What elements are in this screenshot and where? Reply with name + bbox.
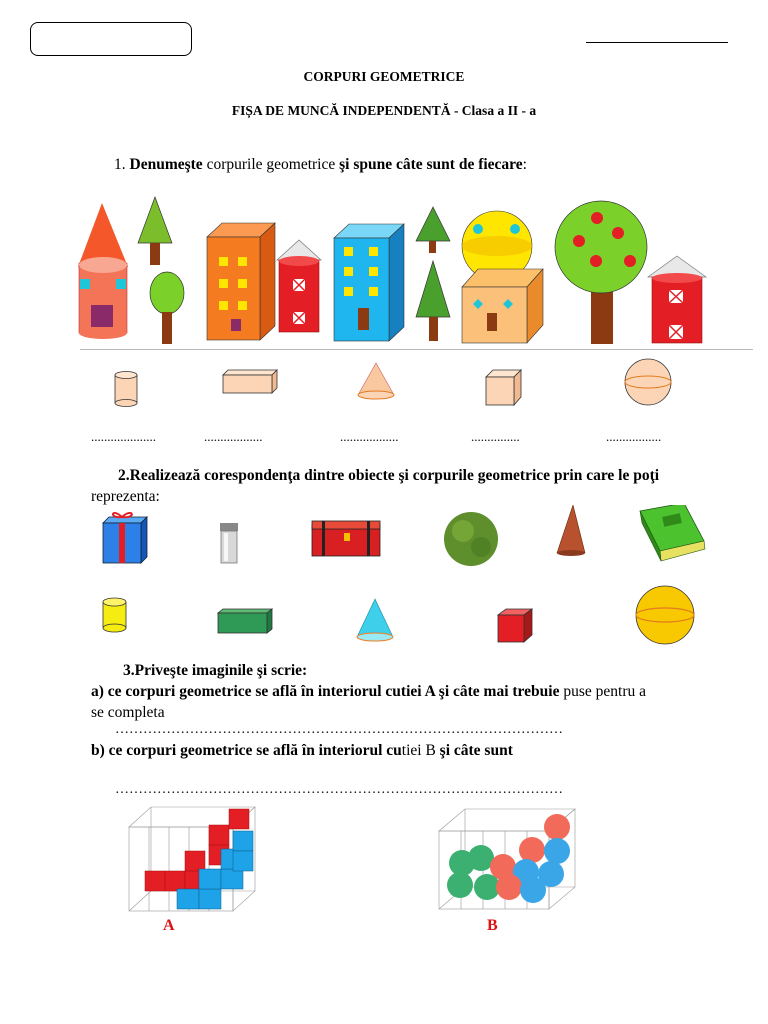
tree-round — [555, 201, 647, 344]
question-2-cont: reprezenta: — [91, 488, 160, 505]
cone-icon — [358, 363, 394, 399]
answer-blank-5[interactable]: ................. — [606, 429, 662, 444]
page-title: CORPURI GEOMETRICE — [303, 69, 465, 84]
party-hat-icon — [557, 505, 585, 556]
tree-stacked — [416, 207, 450, 341]
q2-objects — [95, 505, 725, 575]
blue-cone-icon — [357, 599, 393, 641]
q3b-normal: tiei B — [401, 742, 440, 759]
box-a-label: A — [163, 917, 175, 934]
town-scene — [60, 195, 760, 350]
question-3b — [91, 741, 513, 760]
answer-line-a[interactable]: …………………………………………………………………………………… — [115, 722, 563, 737]
sphere-cube-house — [462, 211, 543, 343]
question-number: 1. — [114, 156, 126, 173]
book-icon — [640, 505, 705, 561]
box-a — [125, 803, 260, 915]
q1-solids — [100, 355, 700, 415]
q2-solids — [95, 585, 705, 645]
tree-triangle — [138, 197, 172, 265]
red-silo-2 — [648, 256, 706, 343]
answer-line-b[interactable]: …………………………………………………………………………………… — [115, 782, 563, 797]
box-b-label: B — [487, 917, 498, 934]
yellow-cylinder-icon — [103, 598, 126, 632]
box-b — [435, 805, 580, 915]
question-3a-cont: se completa — [91, 704, 165, 721]
page-subtitle: FIȘA DE MUNCĂ INDEPENDENTĂ - Clasa a II - a — [231, 103, 537, 118]
name-box[interactable] — [30, 22, 192, 56]
q1-verb: Denumeşte — [129, 156, 203, 173]
cone-house — [78, 203, 128, 339]
answer-blank-4[interactable]: ............... — [471, 429, 520, 444]
ground-line — [80, 349, 753, 350]
q1-text: corpurile geometrice — [202, 156, 340, 173]
question-1 — [114, 155, 527, 174]
q3a-bold: a) ce corpuri geometrice se află în interiorul cutiei A şi câte mai trebuie — [91, 683, 560, 700]
moss-ball-icon — [444, 512, 498, 566]
q1-text-bold: şi spune câte sunt de fiecare — [339, 156, 523, 173]
tree-oval — [150, 272, 184, 344]
answer-blank-2[interactable]: .................. — [204, 429, 263, 444]
cube-icon — [486, 370, 521, 405]
chest-icon — [312, 521, 380, 556]
gift-box-icon — [103, 513, 147, 563]
q3b-bold: b) ce corpuri geometrice se află în interiorul cu — [91, 742, 402, 759]
question-3: 3.Priveşte imaginile şi scrie: — [123, 662, 308, 679]
q3a-normal: puse pentru a — [559, 683, 646, 700]
balls — [447, 814, 570, 903]
sphere-icon — [625, 359, 671, 405]
cuboid-icon — [223, 370, 277, 393]
yellow-sphere-icon — [636, 586, 694, 644]
green-cuboid-icon — [218, 609, 272, 633]
q3b-bold2: şi câte sunt — [439, 742, 513, 759]
orange-building — [207, 223, 275, 340]
answer-blank-3[interactable]: .................. — [340, 429, 399, 444]
blue-building — [334, 224, 404, 341]
red-cube-icon — [498, 609, 532, 642]
q1-colon: : — [522, 156, 527, 173]
cylinder-icon — [115, 372, 137, 407]
question-3a — [91, 682, 646, 701]
date-line[interactable] — [586, 42, 728, 43]
answer-blank-1[interactable]: .................... — [91, 429, 156, 444]
question-2: 2.Realizează corespondenţa dintre obiecte şi corpurile geometrice prin care le poţi — [118, 467, 660, 484]
red-silo — [277, 240, 321, 332]
thermos-icon — [220, 523, 238, 563]
